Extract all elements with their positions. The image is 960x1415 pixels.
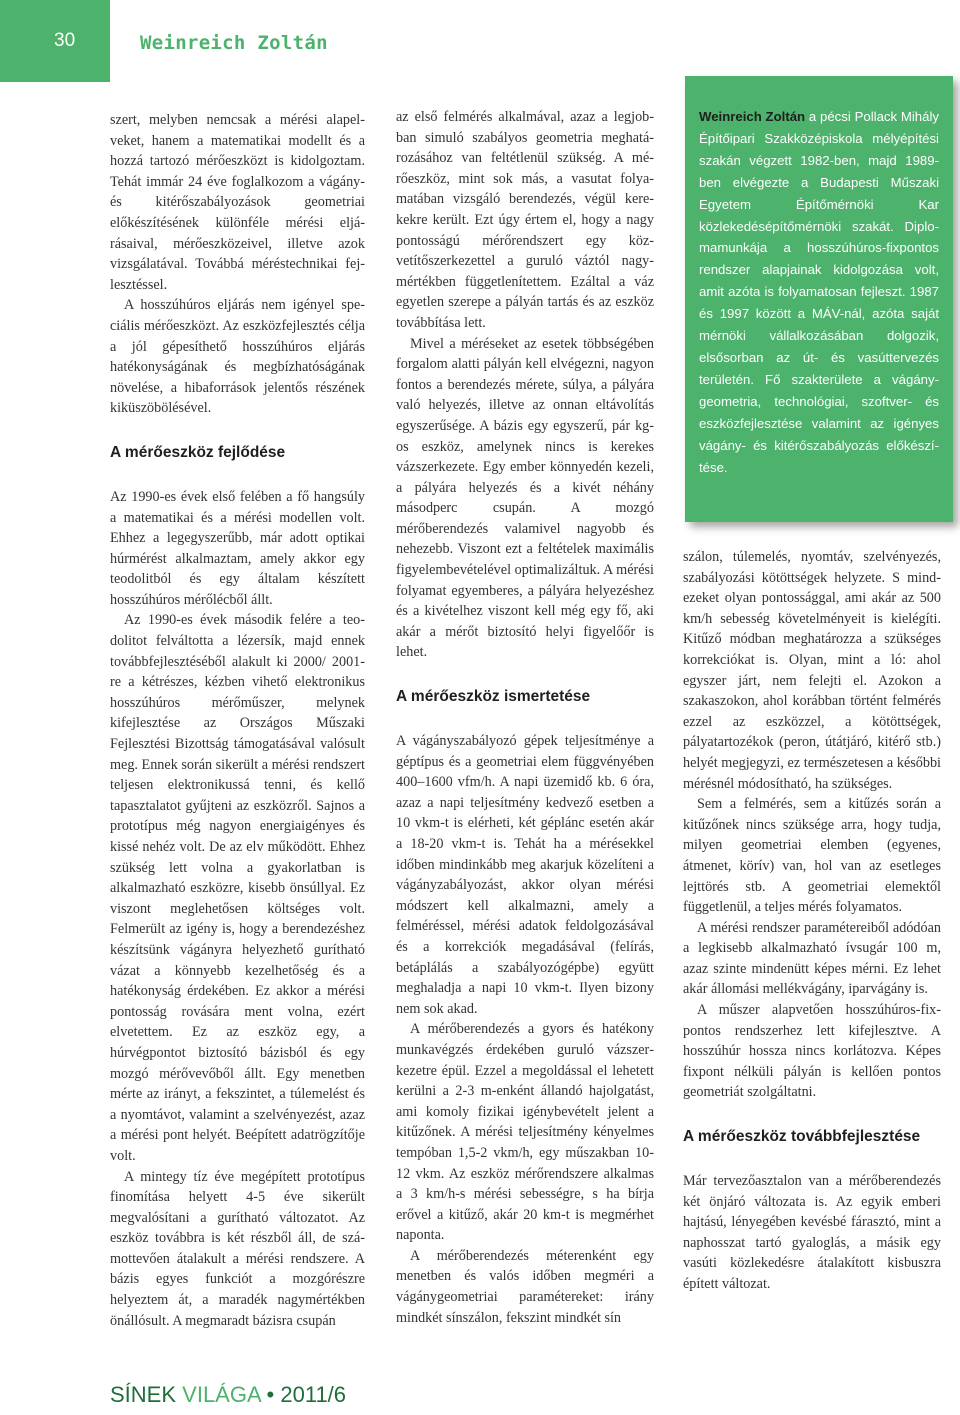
paragraph: A vágányszabályozó gépek teljesítménye a géptípus és a geometriai elem függvényében 400–1600 vfm/h. A napi üzemidő kb. 6 óra, azaz a napi teljesítmény kedvező esetben a 10 vkm-t is elérheti, két géplánc esetén akár a 18-20 vkm-t is. Tehát ha a mérésekkel időben mindinkább meg akarjuk közelíteni a vágányzabályozást, akkor olyan mérési módszert kell alkalmazni, amely a felméréssel, mérési adatok feldolgozásával és a korrekciók megadásával (felírás, betáplálás a szabályozógépbe) együtt meghaladja a napi 10 vkm-t. Ilyen bizony nem sok akad. — [396, 733, 654, 1017]
section-heading: A mérőeszköz továbbfejlesztése — [683, 1128, 921, 1146]
section-heading: A mérőeszköz ismertetése — [396, 688, 591, 706]
author-bio-box — [685, 76, 953, 522]
paragraph: A mérőberendezés méterenként egy menetben és valós időben megméri a vágánygeometriai paramétereket: irány mindkét sínszálon, fekszint mindkét sín — [396, 1247, 654, 1326]
column-2 — [396, 107, 654, 1328]
magazine-brand-main: SÍNEK — [110, 1382, 177, 1407]
paragraph: Az 1990-es évek első felében a fő hangsúly a matematikai és a mérési modellen volt. Ehhez a legegyszerűbb, már adott optikai húrmérést alkalmaztam, amely akkor egy teodolitból és egy általam készített hosszúhúros mérőlécből állt. — [110, 488, 365, 608]
magazine-footer — [110, 1382, 346, 1408]
paragraph: A mérőberendezés a gyors és hatékony munkavégzés érdekében guruló vázszerkezetre épül. Ezzel a megoldással el lehetett kerülni a 2-3 m-enként állandó hajolgatást, ami komoly fizikai igénybevételt jelent a kitűzőnek. A mérési teljesítmény kényelmes tempóban 1,5-2 vkm/h, egy műszakban 10-12 vkm. Az eszköz mérőrendszere alkalmas a 3 km/h-s mérési sebességre, s ha bírja erővel a kitűző, akár 20 km-t is megmérhet naponta. — [396, 1021, 654, 1244]
paragraph: Már tervezőasztalon van a mérőberendezés két önjáró változata is. Az egyik emberi hajtású, lényegében kevésbé fárasztó, mint a naphosszat tartó gyaloglás, a másik egy vasúti közlekedésre átalakított kisbuszra épített változat. — [683, 1173, 941, 1292]
paragraph: Mivel a méréseket az esetek többségében forgalom alatti pályán kell elvégezni, nagyon fontos a berendezés mérete, súlya, a pályára való helyezés, illetve az onnan eltávolítás egyszerűsége. A bázis egy egyszerű, pár kg-os eszköz, amelynek nincs is kerekes vázszerkezete. Egy ember könnyedén kezeli, a pályára helyezés és a kivét néhány másodperc csupán. A mozgó mérőberendezés valamivel nagyobb és nehezebb. Viszont ezt a feltételek maximális figyelembevételével optimalizáltuk. A mérési folyamat egyemberes, a pályára helyezéshez és a kivételhez viszont kell még egy fő, aki akár a mérőt biztosító helyi figyelőőr is lehet. — [396, 335, 654, 661]
magazine-issue: 2011/6 — [280, 1382, 347, 1407]
author-bio-body: a pécsi Pollack Mihály Építőipari Szakközépiskola mélyépítési szakán végzett 1982-ben, majd 1989-ben elvégezte a Budapesti Műszaki Egyetem Építőmérnöki Kar közlekedésépítőmérnöki szakát. Diplomamunkája a hosszúhúros-fixpontos rendszer alapjainak kidolgozása volt, amit azóta is folyamatosan fejleszt. 1987 és 1997 között a MÁV-nál, azóta saját mérnöki vállalkozásában dolgozik, elsősorban az út- és vasúttervezés területén. Fő szakterülete a vágánygeometria, technológiai, szoftver- és eszközfejlesztése valamint az igényes vágány- és kitérőszabályozás előkészítése. — [699, 109, 939, 475]
paragraph: szálon, túlemelés, nyomtáv, szelvényezés, szabályozási kötöttségek helyzete. S mindezeket olyan pontossággal, ami akár az 500 km/h sebesség követelményeit is kielégíti. Kitűző módban meghatározza a szükséges korrekciókat is. Olyan, mint a ló: ahol egyszer járt, nem felejti el. Azokon a szakaszokon, ahol korábban történt felmérés ezzel az eszközzel, a kötöttségek, pályatartozékok (peron, útátjáró, kitérő stb.) helyét megjegyzi, ez természetesen a későbbi mérésnél módosítható, ha szükséges. — [683, 549, 941, 792]
author-bio-name: Weinreich Zoltán — [699, 109, 806, 124]
column-1 — [110, 110, 365, 1331]
paragraph: szert, melyben nemcsak a mérési alapelveket, hanem a matematikai modellt és a hozzá tartozó mérőeszközt is kidolgoztam. Tehát immár 24 éve foglalkozom a vágány- és kitérőszabályozások geometriai előkészítésének különféle mérési eljárásaival, mérőeszközeivel, illetve azok vizsgálatával. Továbbá méréstechnikai fejlesztéssel. — [110, 112, 365, 293]
paragraph: A hosszúhúros eljárás nem igényel speciális mérőeszközt. Az eszközfejlesztés célja a jól gépesíthető hosszúhúros eljárás hatékonyságának és megbízhatóságának növelése, a hibaforrások jelentős részének kiküszöbölésével. — [110, 297, 365, 417]
paragraph: A mérési rendszer paramétereiből adódóan a legkisebb alkalmazható ívsugár 100 m, azaz szinte mindenütt képes mérni. Ez lehet akár állomási mellékvágány, iparvágány is. — [683, 919, 941, 998]
footer-separator: • — [260, 1382, 281, 1407]
magazine-brand-accent: VILÁGA — [182, 1382, 261, 1407]
paragraph: A mintegy tíz éve megépített prototípus finomítása helyett 4-5 éve sikerült megvalósítani a gurítható változatot. Az eszköz továbbra is két részből áll, de számottevően átalakult a mérési rendszere. A bázis egyes funkciót a mozgórészre helyeztem át, a maradék nagymértékben önállósult. A megmaradt bázisra csupán — [110, 1168, 365, 1329]
paragraph: az első felmérés alkalmával, azaz a legjobban simuló szabályos geometria meghatározásához van feltétlenül szükség. A mérőeszköz, mint sok más, a vasutat folyamatában vizsgáló berendezés, végül kerekekre került. Ezt úgy értem el, hogy a nagy pontosságú mérőrendszert egy közvetítőszerkezettel a guruló váztól nagymértékben függetlenítettem. Ezáltal a váz egyetlen szerepe a pályán tartás és az eszköz továbbítása lett. — [396, 109, 654, 331]
page-number: 30 — [54, 30, 76, 51]
column-3 — [683, 547, 941, 1295]
section-heading: A mérőeszköz fejlődése — [110, 443, 286, 461]
paragraph: A műszer alapvetően hosszúhúros-fixpontos rendszerhez lett kifejlesztve. A hosszúhúr hossza nincs korlátozva. Képes fixpont nélküli pályán is kellően pontos geometriát szolgáltatni. — [683, 1002, 941, 1101]
header-author: Weinreich Zoltán — [140, 32, 328, 54]
page-number-box — [0, 0, 110, 82]
paragraph: Az 1990-es évek második felére a teodolitot felváltotta a lézersík, majd ennek továbbfejlesztéséből alakult ki 2000/ 2001-re a kétrészes, kézben vihető elektronikus hosszúhúros mérőműszer, melynek kifejlesztése az Országos Műszaki Fejlesztési Bizottság támogatásával valósult meg. Ennek során sikerült a mérési rendszert teljesen elektronikussá tenni, és kellő tapasztalatot gyűjteni az eszközről. Sajnos a prototípus még nagyon energiaigényes és kissé nehéz volt. De az elv működött. Ehhez szükség lett volna a gyakorlatban is alkalmazható eszközre, kisebb önsúllyal. Ez viszont meglehetősen költséges volt. Felmerült az igény is, hogy a berendezéshez készítsünk vágányra helyezhető gurítható vázat a könnyebb kezelhetőség és a hatékonyság érdekében. Ez akkor a mérési pontosság rovására ment volna, ezért elvetettem. Ez az eszköz egy, a húrvégpontot biztosító bázisból és egy mozgó mérővevőből állt. Egy menetben mérte az irányt, a fekszintet, a túlemelést és a nyomtávot, valamint a szelvényezést, azaz a mérési pont helyét. Beépített adatrögzítője volt. — [110, 612, 365, 1164]
author-bio-text — [699, 106, 939, 478]
paragraph: Sem a felmérés, sem a kitűzés során a kitűzőnek nincs szüksége arra, hogy tudja, milyen geometriai elemben (egyenes, átmenet, körív) van, hol van az esetleges lejttörés stb. A geometriai elemektől függetlenül, a teljes mérés folyamatos. — [683, 796, 941, 916]
